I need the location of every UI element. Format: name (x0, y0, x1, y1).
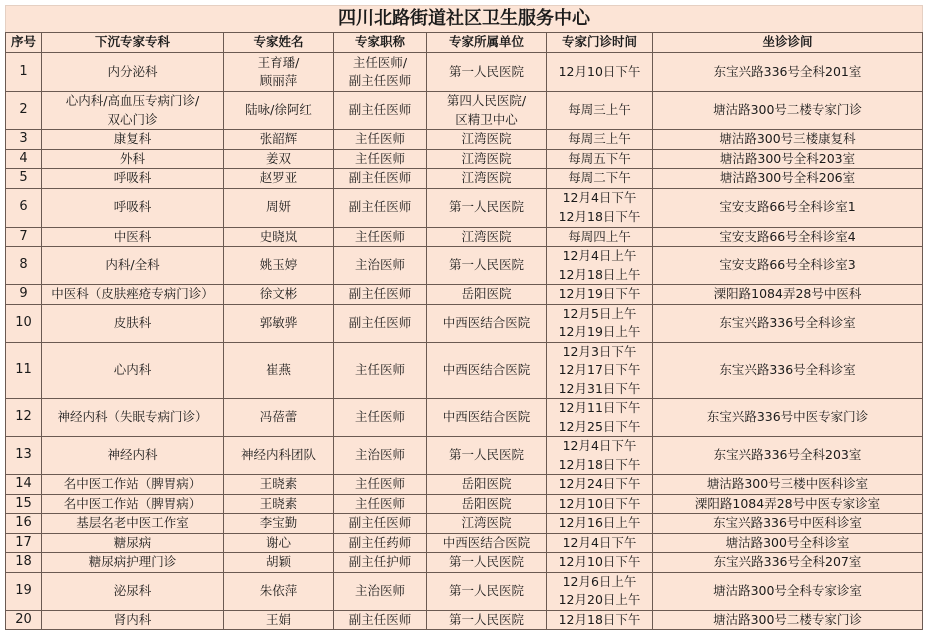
clinic-time-line: 12月17日下午 (558, 362, 641, 377)
expert-title-line: 副主任护师 (348, 554, 412, 569)
expert-name-cell (224, 475, 334, 495)
department-cell (42, 514, 224, 534)
clinic-time-cell (547, 304, 653, 342)
header-expert-name: 专家姓名 (224, 33, 334, 53)
clinic-room-cell: 东宝兴路336号全科207室 (653, 553, 923, 573)
clinic-room-cell: 塘沽路300号二楼专家门诊 (653, 92, 923, 130)
expert-name-line: 李宝勤 (259, 515, 298, 530)
department-cell (42, 437, 224, 475)
expert-unit-line: 江湾医院 (461, 150, 512, 166)
expert-unit-cell (427, 149, 547, 169)
expert-unit-line: 江湾医院 (461, 131, 512, 146)
expert-unit-line: 岳阳医院 (461, 476, 512, 491)
expert-unit-cell (427, 610, 547, 630)
clinic-time-cell (547, 572, 653, 610)
department-line: 神经内科 (107, 447, 158, 463)
clinic-room-cell: 溧阳路1084弄28号中医专家诊室 (653, 494, 923, 514)
department-line: 名中医工作站（脾胃病） (63, 495, 202, 511)
expert-title-cell (334, 169, 427, 189)
row-number-cell: 11 (6, 342, 42, 399)
expert-title-cell (334, 285, 427, 305)
expert-title-cell (334, 247, 427, 285)
expert-name-line: 王娟 (265, 611, 291, 627)
table-row (6, 475, 923, 495)
row-number-cell: 17 (6, 533, 42, 553)
department-cell (42, 247, 224, 285)
expert-title-cell (334, 342, 427, 399)
expert-name-cell (224, 553, 334, 573)
expert-name-cell (224, 227, 334, 247)
expert-unit-line: 第一人民医院 (448, 611, 524, 627)
clinic-time-line: 12月31日下午 (558, 380, 641, 396)
department-line: 中医科 (113, 228, 152, 244)
clinic-room-cell: 宝安支路66号全科诊室1 (653, 188, 923, 227)
header-clinic-room: 坐诊诊间 (653, 33, 923, 53)
department-line: 康复科 (113, 131, 152, 146)
department-line: 外科 (119, 150, 145, 166)
department-cell (42, 475, 224, 495)
clinic-time-line: 12月18日下午 (558, 611, 641, 627)
clinic-room-cell: 宝安支路66号全科诊室3 (653, 247, 923, 285)
clinic-time-line: 12月10日下午 (558, 63, 641, 79)
expert-title-line: 主任医师 (354, 409, 405, 425)
expert-name-line: 胡颖 (265, 554, 291, 569)
clinic-room-cell: 溧阳路1084弄28号中医科 (653, 285, 923, 305)
expert-title-line: 副主任医师 (348, 515, 412, 530)
expert-name-line: 神经内科团队 (240, 447, 316, 463)
department-cell (42, 342, 224, 399)
clinic-room-cell: 东宝兴路336号全科诊室 (653, 342, 923, 399)
row-number-cell: 20 (6, 610, 42, 630)
expert-name-cell (224, 169, 334, 189)
expert-title-cell (334, 304, 427, 342)
row-number-cell: 3 (6, 130, 42, 150)
row-number-cell: 18 (6, 553, 42, 573)
expert-name-line: 王育璠/ (257, 54, 300, 70)
clinic-time-line: 每周二下午 (568, 170, 631, 185)
clinic-room-cell: 东宝兴路336号中医科诊室 (653, 514, 923, 534)
department-line: 内科/全科 (105, 257, 160, 273)
row-number-cell: 4 (6, 149, 42, 169)
expert-title-line: 副主任医师 (348, 170, 412, 185)
expert-title-line: 主任医师 (354, 495, 405, 511)
expert-name-cell (224, 342, 334, 399)
expert-unit-line: 中西医结合医院 (442, 534, 531, 550)
expert-title-cell (334, 53, 427, 92)
expert-title-cell (334, 553, 427, 573)
row-number-cell: 19 (6, 572, 42, 610)
table-row (6, 188, 923, 227)
expert-name-line: 王晓素 (259, 495, 298, 511)
expert-name-line: 姚玉婷 (259, 257, 298, 273)
table-row (6, 169, 923, 189)
department-cell (42, 285, 224, 305)
clinic-time-cell (547, 553, 653, 573)
clinic-time-line: 12月18日下午 (558, 208, 641, 224)
department-line: 泌尿科 (113, 582, 152, 598)
expert-name-line: 朱依萍 (259, 582, 298, 598)
row-number-cell: 5 (6, 169, 42, 189)
clinic-time-cell (547, 342, 653, 399)
clinic-time-cell (547, 494, 653, 514)
department-line: 中医科（皮肤痤疮专病门诊） (51, 286, 214, 301)
table-title: 四川北路街道社区卫生服务中心 (6, 6, 923, 33)
schedule-sheet (5, 5, 922, 630)
department-cell (42, 188, 224, 227)
clinic-time-cell (547, 399, 653, 437)
clinic-time-line: 12月4日下午 (562, 534, 637, 550)
department-line: 呼吸科 (113, 170, 152, 185)
row-number-cell: 9 (6, 285, 42, 305)
expert-title-line: 主治医师 (354, 447, 405, 463)
clinic-time-cell (547, 53, 653, 92)
clinic-time-line: 12月3日下午 (562, 343, 637, 359)
department-line: 双心门诊 (107, 111, 158, 127)
table-row (6, 533, 923, 553)
expert-name-line: 谢心 (265, 534, 291, 550)
expert-name-cell (224, 399, 334, 437)
clinic-time-line: 12月4日下午 (562, 438, 637, 453)
clinic-time-line: 每周三上午 (568, 131, 631, 146)
department-cell (42, 53, 224, 92)
expert-unit-cell (427, 53, 547, 92)
expert-unit-line: 岳阳医院 (461, 286, 512, 301)
expert-name-cell (224, 514, 334, 534)
clinic-time-cell (547, 610, 653, 630)
table-row (6, 53, 923, 92)
expert-title-cell (334, 494, 427, 514)
clinic-time-cell (547, 514, 653, 534)
table-body (6, 53, 923, 630)
department-cell (42, 494, 224, 514)
expert-title-cell (334, 572, 427, 610)
clinic-time-line: 12月19日下午 (558, 286, 641, 301)
expert-unit-cell (427, 247, 547, 285)
department-cell (42, 92, 224, 130)
clinic-time-line: 12月16日上午 (558, 515, 641, 530)
row-number-cell: 14 (6, 475, 42, 495)
clinic-time-cell (547, 149, 653, 169)
clinic-time-line: 12月11日下午 (558, 400, 641, 415)
clinic-time-cell (547, 285, 653, 305)
expert-unit-line: 第一人民医院 (448, 199, 524, 215)
expert-name-cell (224, 494, 334, 514)
expert-name-cell (224, 130, 334, 150)
expert-name-cell (224, 285, 334, 305)
expert-unit-line: 中西医结合医院 (442, 314, 531, 330)
expert-unit-line: 中西医结合医院 (442, 409, 531, 425)
clinic-time-line: 12月24日下午 (558, 476, 641, 491)
expert-name-cell (224, 149, 334, 169)
expert-unit-cell (427, 514, 547, 534)
expert-unit-line: 江湾医院 (461, 170, 512, 185)
expert-title-line: 主任医师 (354, 362, 405, 377)
clinic-time-line: 12月5日上午 (562, 305, 637, 321)
table-row (6, 342, 923, 399)
expert-name-cell (224, 247, 334, 285)
department-line: 神经内科（失眠专病门诊） (57, 409, 208, 425)
expert-unit-cell (427, 494, 547, 514)
row-number-cell: 12 (6, 399, 42, 437)
expert-name-line: 徐文彬 (259, 286, 298, 301)
expert-unit-line: 第一人民医院 (448, 554, 524, 569)
clinic-room-cell: 东宝兴路336号中医专家门诊 (653, 399, 923, 437)
row-number-cell: 16 (6, 514, 42, 534)
expert-name-cell (224, 437, 334, 475)
department-cell (42, 130, 224, 150)
expert-unit-line: 第四人民医院/ (446, 93, 527, 108)
expert-name-line: 姜双 (265, 150, 291, 166)
expert-unit-line: 第一人民医院 (448, 582, 524, 598)
clinic-time-line: 12月6日上午 (562, 573, 637, 589)
expert-title-line: 主任医师/ (352, 54, 408, 70)
expert-unit-cell (427, 437, 547, 475)
clinic-time-line: 12月18日上午 (558, 266, 641, 282)
clinic-room-cell: 东宝兴路336号全科201室 (653, 53, 923, 92)
department-line: 糖尿病护理门诊 (88, 554, 177, 569)
clinic-time-line: 每周三上午 (568, 102, 631, 118)
clinic-time-line: 12月4日上午 (562, 248, 637, 263)
table-row (6, 514, 923, 534)
clinic-time-line: 12月25日下午 (558, 418, 641, 434)
clinic-room-cell: 塘沽路300号全科203室 (653, 149, 923, 169)
row-number-cell: 13 (6, 437, 42, 475)
department-cell (42, 533, 224, 553)
expert-unit-line: 中西医结合医院 (442, 362, 531, 377)
table-row (6, 149, 923, 169)
expert-title-line: 主任医师 (354, 476, 405, 491)
expert-name-cell (224, 188, 334, 227)
department-cell (42, 399, 224, 437)
row-number-cell: 6 (6, 188, 42, 227)
expert-unit-cell (427, 342, 547, 399)
department-cell (42, 610, 224, 630)
clinic-room-cell: 塘沽路300号全科206室 (653, 169, 923, 189)
expert-unit-cell (427, 475, 547, 495)
expert-title-line: 副主任药师 (348, 534, 412, 550)
expert-title-line: 副主任医师 (348, 314, 412, 330)
table-row (6, 285, 923, 305)
expert-unit-cell (427, 399, 547, 437)
row-number-cell: 10 (6, 304, 42, 342)
expert-name-line: 赵罗亚 (259, 170, 298, 185)
expert-unit-line: 江湾医院 (461, 515, 512, 530)
expert-title-line: 副主任医师 (348, 73, 412, 88)
row-number-cell: 7 (6, 227, 42, 247)
department-line: 肾内科 (113, 611, 152, 627)
expert-name-cell (224, 610, 334, 630)
clinic-time-line: 12月18日下午 (558, 456, 641, 472)
clinic-time-line: 12月19日上午 (558, 324, 641, 339)
table-row (6, 494, 923, 514)
table-row (6, 572, 923, 610)
expert-title-cell (334, 149, 427, 169)
table-row (6, 304, 923, 342)
expert-name-line: 顾丽萍 (259, 73, 298, 88)
expert-name-line: 陆咏/徐阿红 (245, 102, 312, 118)
clinic-room-cell: 塘沽路300号三楼中医科诊室 (653, 475, 923, 495)
expert-name-cell (224, 572, 334, 610)
clinic-time-cell (547, 533, 653, 553)
table-row (6, 610, 923, 630)
clinic-time-cell (547, 475, 653, 495)
table-row (6, 130, 923, 150)
expert-title-line: 副主任医师 (348, 286, 412, 301)
expert-unit-cell (427, 572, 547, 610)
department-line: 心内科 (113, 362, 152, 377)
clinic-time-line: 每周五下午 (568, 150, 631, 166)
expert-unit-line: 岳阳医院 (461, 495, 512, 511)
header-no: 序号 (6, 33, 42, 53)
clinic-room-cell: 东宝兴路336号全科203室 (653, 437, 923, 475)
table-row (6, 247, 923, 285)
header-row (6, 33, 923, 53)
expert-name-line: 郭敏骅 (259, 314, 298, 330)
expert-unit-line: 江湾医院 (461, 228, 512, 244)
expert-unit-cell (427, 130, 547, 150)
department-line: 心内科/高血压专病门诊/ (65, 93, 200, 108)
table-row (6, 227, 923, 247)
department-cell (42, 304, 224, 342)
expert-schedule-table (5, 5, 923, 630)
expert-unit-cell (427, 169, 547, 189)
expert-title-line: 副主任医师 (348, 199, 412, 215)
clinic-time-cell (547, 130, 653, 150)
expert-name-line: 王晓素 (259, 476, 298, 491)
expert-unit-cell (427, 92, 547, 130)
expert-title-cell (334, 188, 427, 227)
clinic-time-cell (547, 247, 653, 285)
department-cell (42, 169, 224, 189)
clinic-room-cell: 塘沽路300号全科专家诊室 (653, 572, 923, 610)
clinic-time-line: 每周四上午 (568, 228, 631, 244)
expert-name-cell (224, 533, 334, 553)
expert-name-cell (224, 53, 334, 92)
clinic-time-line: 12月10日下午 (558, 495, 641, 511)
expert-title-line: 主任医师 (354, 228, 405, 244)
expert-unit-cell (427, 304, 547, 342)
expert-title-cell (334, 92, 427, 130)
clinic-time-cell (547, 437, 653, 475)
department-line: 基层名老中医工作室 (76, 515, 189, 530)
department-cell (42, 227, 224, 247)
clinic-room-cell: 塘沽路300号三楼康复科 (653, 130, 923, 150)
department-line: 名中医工作站（脾胃病） (63, 476, 202, 491)
expert-title-cell (334, 533, 427, 553)
row-number-cell: 15 (6, 494, 42, 514)
clinic-time-cell (547, 92, 653, 130)
expert-title-cell (334, 227, 427, 247)
expert-name-cell (224, 92, 334, 130)
header-expert-unit: 专家所属单位 (427, 33, 547, 53)
expert-title-cell (334, 514, 427, 534)
table-row (6, 399, 923, 437)
expert-title-line: 主任医师 (354, 131, 405, 146)
expert-unit-line: 第一人民医院 (448, 447, 524, 463)
department-cell (42, 149, 224, 169)
table-row (6, 92, 923, 130)
expert-title-line: 副主任医师 (348, 611, 412, 627)
department-cell (42, 572, 224, 610)
clinic-time-cell (547, 188, 653, 227)
expert-title-cell (334, 130, 427, 150)
expert-title-cell (334, 475, 427, 495)
expert-name-line: 张韶辉 (259, 131, 298, 146)
header-expert-title: 专家职称 (334, 33, 427, 53)
clinic-room-cell: 东宝兴路336号全科诊室 (653, 304, 923, 342)
expert-unit-cell (427, 227, 547, 247)
expert-unit-line: 区精卫中心 (455, 111, 518, 127)
expert-unit-cell (427, 188, 547, 227)
expert-title-cell (334, 399, 427, 437)
expert-name-line: 崔燕 (265, 362, 291, 377)
clinic-time-line: 12月10日下午 (558, 554, 641, 569)
clinic-time-line: 12月20日上午 (558, 592, 641, 607)
row-number-cell: 2 (6, 92, 42, 130)
header-clinic-time: 专家门诊时间 (547, 33, 653, 53)
clinic-time-line: 12月4日下午 (562, 190, 637, 205)
clinic-time-cell (547, 227, 653, 247)
clinic-time-cell (547, 169, 653, 189)
expert-name-line: 冯蓓蕾 (259, 409, 298, 425)
table-row (6, 437, 923, 475)
clinic-room-cell: 塘沽路300号二楼专家门诊 (653, 610, 923, 630)
expert-unit-cell (427, 533, 547, 553)
expert-name-cell (224, 304, 334, 342)
row-number-cell: 8 (6, 247, 42, 285)
department-cell (42, 553, 224, 573)
expert-unit-cell (427, 553, 547, 573)
header-department: 下沉专家专科 (42, 33, 224, 53)
department-line: 皮肤科 (113, 314, 152, 330)
expert-title-line: 主治医师 (354, 582, 405, 598)
expert-title-line: 主任医师 (354, 150, 405, 166)
expert-unit-line: 第一人民医院 (448, 257, 524, 273)
expert-title-cell (334, 610, 427, 630)
expert-name-line: 周妍 (265, 199, 291, 215)
expert-title-line: 主治医师 (354, 257, 405, 273)
expert-title-line: 副主任医师 (348, 102, 412, 118)
clinic-room-cell: 宝安支路66号全科诊室4 (653, 227, 923, 247)
expert-title-cell (334, 437, 427, 475)
clinic-room-cell: 塘沽路300号全科诊室 (653, 533, 923, 553)
department-line: 内分泌科 (107, 63, 158, 79)
expert-unit-line: 第一人民医院 (448, 63, 524, 79)
department-line: 糖尿病 (113, 534, 152, 550)
expert-name-line: 史晓岚 (259, 228, 298, 244)
row-number-cell: 1 (6, 53, 42, 92)
department-line: 呼吸科 (113, 199, 152, 215)
table-row (6, 553, 923, 573)
expert-unit-cell (427, 285, 547, 305)
